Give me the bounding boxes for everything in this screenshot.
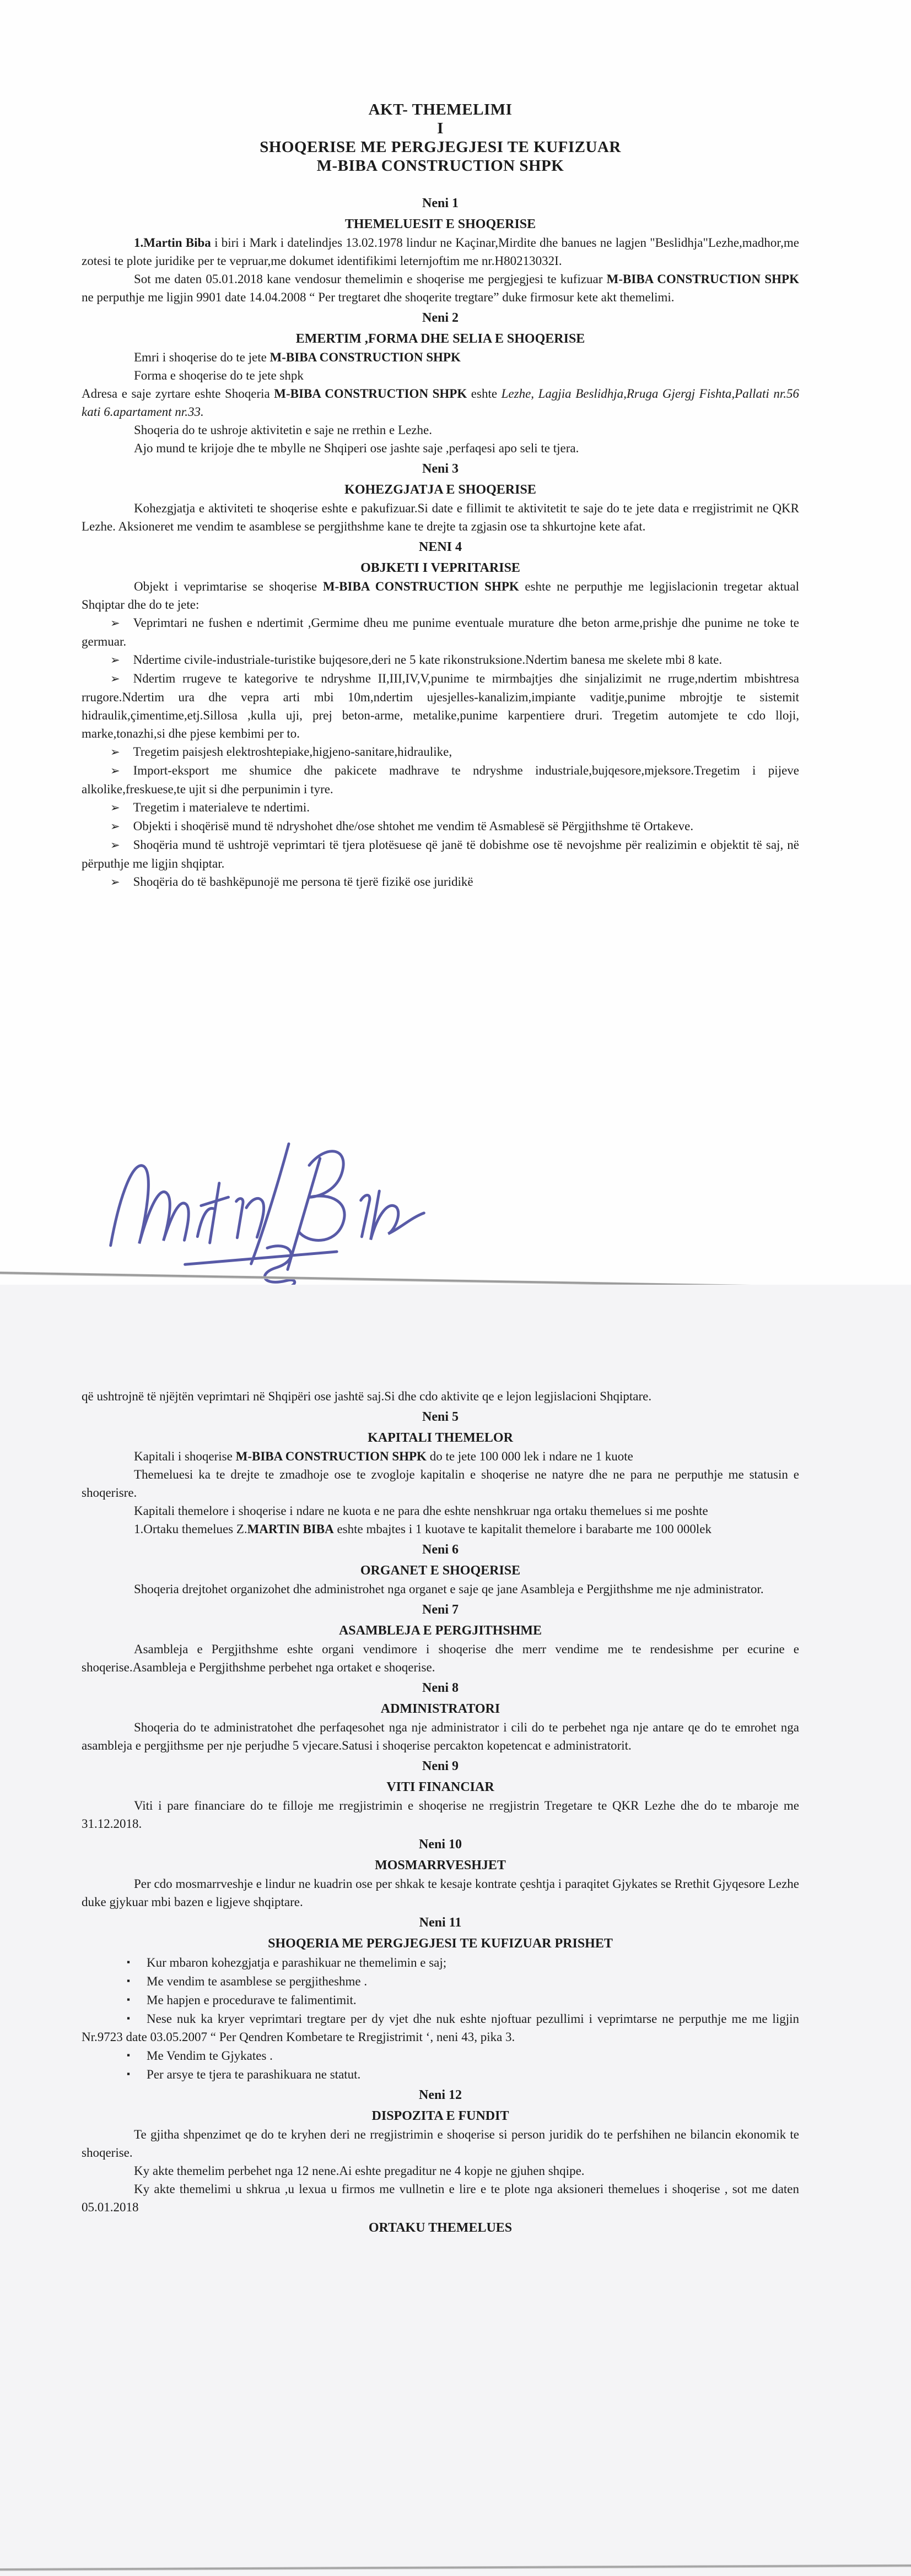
paragraph — [82, 499, 799, 535]
text-run: Neni 8 — [422, 1681, 459, 1695]
paragraph — [82, 1796, 799, 1833]
text-run: Emri i shoqerise do te jete — [134, 350, 270, 364]
text-run: AKT- THEMELIMI — [368, 101, 513, 118]
text-run: KAPITALI THEMELOR — [368, 1431, 513, 1445]
text-run: VITI FINANCIAR — [386, 1780, 494, 1794]
subheading-emertim — [82, 330, 799, 348]
list-item-square — [82, 1972, 799, 1990]
spacer — [82, 175, 799, 192]
text-run: eshte mbajtes i 1 kuotave te kapitalit themelore i barabarte me 100 000lek — [333, 1522, 711, 1536]
arrow-bullet-icon: ➢ — [110, 801, 120, 814]
text-run: Sot me daten 05.01.2018 kane vendosur themelimin e shoqerise me pergjegjesi te kufizuar — [134, 272, 607, 286]
paragraph — [82, 348, 799, 366]
text-run: Objekti i shoqërisë mund të ndryshohet dhe/ose shtohet me vendim të Asmablesë së Përgjithshme të Ortakeve. — [133, 819, 694, 833]
text-run: Ajo mund te krijoje dhe te mbylle ne Shqiperi ose jashte saje ,perfaqesi apo seli te tjera. — [134, 441, 579, 455]
text-run: Objekt i veprimtarise se shoqerise — [134, 580, 323, 593]
text-run: Kur mbaron kohezgjatja e parashikuar ne themelimin e saj; — [147, 1956, 447, 1969]
heading-neni-7 — [82, 1601, 799, 1619]
paragraph — [82, 421, 799, 439]
text-run: do te jete 100 000 lek i ndare ne 1 kuote — [426, 1449, 633, 1463]
subheading-ortaku-themelues — [82, 2219, 799, 2237]
text-run: Neni 3 — [422, 462, 459, 476]
list-item-arrow — [82, 817, 799, 836]
list-item-square — [82, 1990, 799, 2009]
text-run: Neni 12 — [419, 2088, 462, 2102]
text-run: EMERTIM ,FORMA DHE SELIA E SHOQERISE — [295, 332, 585, 346]
text-run: M-BIBA CONSTRUCTION SHPK — [316, 157, 564, 175]
square-bullet-icon: ▪ — [127, 1994, 131, 2005]
paragraph — [82, 2125, 799, 2162]
subheading-objekti — [82, 559, 799, 577]
paragraph — [82, 385, 799, 421]
text-run: Per arsye te tjera te parashikuara ne statut. — [147, 2068, 361, 2081]
page-1 — [0, 0, 911, 1285]
heading-neni-12 — [82, 2086, 799, 2104]
text-run: Me Vendim te Gjykates . — [147, 2049, 273, 2063]
subheading-administratori — [82, 1700, 799, 1718]
paragraph — [82, 577, 799, 614]
list-item-square — [82, 2065, 799, 2083]
text-run: M-BIBA CONSTRUCTION SHPK — [235, 1449, 427, 1463]
text-run: eshte — [467, 387, 502, 401]
text-run: Neni 6 — [422, 1543, 459, 1557]
paragraph — [82, 1640, 799, 1676]
paragraph — [82, 1465, 799, 1502]
paragraph — [82, 439, 799, 457]
doc-title-line — [82, 119, 799, 138]
text-run: Ndertime civile-industriale-turistike bujqesore,deri ne 5 kate rikonstruksione.Ndertim banesa me skelete mbi 8 kate. — [133, 653, 723, 667]
text-run: Themeluesi ka te drejte te zmadhoje ose te zvogloje kapitalin e shoqerise ne natyre dhe ne para ne perputhje me statusin e shoqerisre. — [82, 1468, 799, 1500]
heading-neni-11 — [82, 1914, 799, 1932]
arrow-bullet-icon: ➢ — [110, 764, 120, 777]
text-run: Neni 7 — [422, 1603, 459, 1617]
text-run: Ky akte themelim perbehet nga 12 nene.Ai eshte pregaditur ne 4 kopje ne gjuhen shqipe. — [134, 2164, 585, 2178]
list-item-arrow — [82, 761, 799, 798]
subheading-asambleja — [82, 1622, 799, 1640]
signature-martin-biba — [100, 1125, 489, 1290]
text-run: MOSMARRVESHJET — [375, 1858, 506, 1873]
text-run: 1.Martin Biba — [134, 236, 211, 250]
text-run: Import-eksport me shumice dhe pakicete madhrave te ndryshme industriale,bujqesore,mjeksore.Tregetim i pijeve alkolike,freskuese,te ujit si dhe perpunimin i tyre. — [82, 764, 799, 796]
paragraph — [82, 1875, 799, 1911]
square-bullet-icon: ▪ — [127, 2050, 131, 2060]
paragraph — [82, 2180, 799, 2216]
doc-title-line — [82, 100, 799, 119]
text-run: Asambleja e Pergjithshme eshte organi vendimore i shoqerise dhe merr vendime me te rendesishme per ecurine e shoqerise.Asambleja e Pergjithshme perbehet nga ortaket e shoqerise. — [82, 1642, 799, 1674]
text-run: Shoqeria drejtohet organizohet dhe administrohet nga organet e saje qe jane Asambleja e Pergjithshme me nje administrator. — [134, 1582, 764, 1596]
text-run: Tregetim i materialeve te ndertimi. — [133, 800, 310, 814]
text-run: Shoqëria do të bashkëpunojë me persona të tjerë fizikë ose juridikë — [133, 875, 473, 889]
paragraph — [82, 1502, 799, 1520]
paragraph — [82, 366, 799, 385]
text-run: M-BIBA CONSTRUCTION SHPK — [274, 387, 467, 401]
arrow-bullet-icon: ➢ — [110, 653, 120, 667]
paragraph — [82, 234, 799, 270]
page-1-content — [82, 0, 799, 891]
text-run: MARTIN BIBA — [247, 1522, 334, 1536]
subheading-viti-financiar — [82, 1778, 799, 1796]
text-run: Adresa e saje zyrtare eshte Shoqeria — [82, 387, 274, 401]
paragraph — [82, 1387, 799, 1405]
arrow-bullet-icon: ➢ — [110, 875, 120, 889]
text-run: Neni 1 — [422, 196, 459, 210]
text-run: KOHEZGJATJA E SHOQERISE — [344, 483, 536, 497]
text-run: Me hapjen e procedurave te falimentimit. — [147, 1993, 357, 2007]
text-run: THEMELUESIT E SHOQERISE — [344, 217, 536, 231]
list-item-arrow — [82, 873, 799, 891]
text-run: Neni 5 — [422, 1410, 459, 1424]
text-run: ORTAKU THEMELUES — [368, 2221, 513, 2235]
heading-neni-3 — [82, 460, 799, 478]
list-item-arrow — [82, 614, 799, 651]
square-bullet-icon: ▪ — [127, 1976, 131, 1986]
text-run: Shoqeria do te ushroje aktivitetin e saje ne rrethin e Lezhe. — [134, 423, 432, 437]
text-run: Neni 2 — [422, 311, 459, 325]
arrow-bullet-icon: ➢ — [110, 745, 120, 759]
text-run: Shoqëria mund të ushtrojë veprimtari të tjera plotësuese që janë të dobishme ose të nevojshme për realizimin e objektit të saj, në përputhje me ligjin shqiptar. — [82, 838, 799, 870]
text-run: 1.Ortaku themelues Z. — [134, 1522, 247, 1536]
heading-neni-6 — [82, 1541, 799, 1559]
text-run: OBJKETI I VEPRITARISE — [360, 561, 520, 575]
text-run: Kohezgjatja e aktiviteti te shoqerise eshte e pakufizuar.Si date e fillimit te aktivitetit te saje do te jete data e rregjistrimit ne QKR Lezhe. Aksioneret me vendim te asamblese se pergjithshme kane te drejte ta zgjasin ose ta shkurtojne kete afat. — [82, 501, 799, 533]
text-run: Viti i pare financiare do te filloje me rregjistrimin e shoqerise ne rregjistrin Tregetare te QKR Lezhe dhe do te mbaroje me 31.12.2018. — [82, 1799, 799, 1831]
heading-neni-4 — [82, 538, 799, 556]
paragraph — [82, 1520, 799, 1538]
text-run: NENI 4 — [418, 540, 462, 554]
text-run: Veprimtari ne fushen e ndertimit ,Germime dheu me punime eventuale murature dhe beton arme,prishje dhe punime ne toke te germuar. — [82, 616, 799, 648]
text-run: Ndertim rrugeve te kategorive te ndryshme II,III,IV,V,punime te mirmbajtjes dhe sinjalizimit ne rruge,ndertim mbishtresa rrugore.Ndertim ura dhe vepra arti mbi 10m,ndertim ujesjelles-kanalizim,impiante vaditje,punime mbrojtje te sistemit hidraulik,çimentime,etj.Sillosa ,kulla uji, prej beton-arme, metalike,punime karpentiere druri. Tregetim automjete te cdo lloji, marke,tonazhi,si dhe pjese kembimi per to. — [82, 672, 799, 740]
subheading-themeluesit — [82, 215, 799, 234]
subheading-prishet — [82, 1935, 799, 1953]
text-run: M-BIBA CONSTRUCTION SHPK — [322, 580, 519, 593]
text-run: I — [437, 120, 444, 137]
text-run: i biri i Mark i datelindjes 13.02.1978 lindur ne Kaçinar,Mirdite dhe banues ne lagjen "Beslidhja"Lezhe,madhor,me zotesi te plote juridike per te vepruar,me dokumet identifikimi leternjoftim me nr.H80213032I. — [82, 236, 799, 268]
text-run: M-BIBA CONSTRUCTION SHPK — [269, 350, 461, 364]
list-item-square — [82, 2009, 799, 2046]
arrow-bullet-icon: ➢ — [110, 820, 120, 833]
square-bullet-icon: ▪ — [127, 1957, 131, 1967]
paragraph — [82, 1447, 799, 1465]
text-run: Per cdo mosmarrveshje e lindur ne kuadrin ose per shkak te kesaje kontrate çeshtja i paraqitet Gjykates se Rrethit Gjyqesore Lezhe duke gjykuar mbi bazen e ligjeve shqiptare. — [82, 1877, 799, 1909]
text-run: Shoqeria do te administratohet dhe perfaqesohet nga nje administrator i cili do te perbehet nga nje antare qe do te emrohet nga asambleja e pergjithsme per nje perjudhe 5 vjecare.Satusi i shoqerise percakton kopetencat e administratorit. — [82, 1720, 799, 1752]
text-run: Nese nuk ka kryer veprimtari tregtare per dy vjet dhe nuk eshte njoftuar pezullimi i veprimtarse ne perputhje me me ligjin Nr.9723 date 03.05.2007 “ Per Qendren Kombetare te Rregjistrimit ‘, neni 43, pika 3. — [82, 2012, 799, 2044]
subheading-organet — [82, 1562, 799, 1580]
text-run: SHOQERIA ME PERGJEGJESI TE KUFIZUAR PRISHET — [268, 1936, 613, 1951]
text-run: Neni 9 — [422, 1759, 459, 1773]
page-2 — [0, 1285, 911, 2576]
page-2-content — [82, 1285, 799, 2237]
text-run: DISPOZITA E FUNDIT — [371, 2109, 509, 2123]
list-item-arrow — [82, 798, 799, 817]
arrow-bullet-icon: ➢ — [110, 616, 120, 630]
subheading-kapitali — [82, 1429, 799, 1447]
text-run: eshte ne perputhje me legjislacionin tregetar aktual Shqiptar dhe do te jete: — [82, 580, 800, 611]
text-run: Me vendim te asamblese se pergjitheshme . — [147, 1974, 368, 1988]
arrow-bullet-icon: ➢ — [110, 838, 120, 852]
paragraph — [82, 2162, 799, 2180]
text-run: që ushtrojnë të njëjtën veprimtari në Shqipëri ose jashtë saj.Si dhe cdo aktivite qe e lejon legjislacioni Shqiptare. — [82, 1389, 652, 1403]
square-bullet-icon: ▪ — [127, 2013, 131, 2023]
heading-neni-10 — [82, 1836, 799, 1854]
text-run: Ky akte themelimi u shkrua ,u lexua u firmos me vullnetin e lire e te plote nga aksioneri themelues i shoqerise , sot me daten 05.01.2018 — [82, 2182, 799, 2214]
text-run: ASAMBLEJA E PERGJITHSHME — [338, 1623, 542, 1638]
heading-neni-5 — [82, 1408, 799, 1426]
heading-neni-9 — [82, 1757, 799, 1776]
list-item-arrow — [82, 651, 799, 669]
heading-neni-8 — [82, 1679, 799, 1697]
text-run: Neni 11 — [419, 1915, 462, 1930]
text-run: ADMINISTRATORI — [380, 1702, 500, 1716]
arrow-bullet-icon: ➢ — [110, 672, 120, 685]
text-run: SHOQERISE ME PERGJEGJESI TE KUFIZUAR — [260, 138, 621, 156]
text-run: Lezhe, Lagjia Beslidhja,Rruga Gjergj Fishta,Pallati nr.56 kati 6.apartament nr.33. — [82, 387, 800, 419]
list-item-arrow — [82, 836, 799, 873]
subheading-dispozita — [82, 2107, 799, 2125]
list-item-square — [82, 1953, 799, 1972]
text-run: Tregetim paisjesh elektroshtepiake,higjeno-sanitare,hidraulike, — [133, 745, 452, 759]
square-bullet-icon: ▪ — [127, 2069, 131, 2079]
list-item-arrow — [82, 669, 799, 743]
text-run: Kapitali i shoqerise — [134, 1449, 236, 1463]
paragraph — [82, 270, 799, 306]
text-run: Neni 10 — [419, 1837, 462, 1852]
paragraph — [82, 1718, 799, 1755]
subheading-kohezgjatja — [82, 481, 799, 499]
list-item-arrow — [82, 743, 799, 761]
text-run: Forma e shoqerise do te jete shpk — [134, 369, 304, 382]
list-item-square — [82, 2046, 799, 2065]
text-run: ne perputhje me ligjin 9901 date 14.04.2008 “ Per tregtaret dhe shoqerite tregtare” duke firmosur kete akt themelimi. — [82, 290, 675, 304]
text-run: ORGANET E SHOQERISE — [360, 1563, 521, 1578]
doc-title-line — [82, 156, 799, 175]
subheading-mosmarrveshjet — [82, 1857, 799, 1875]
paragraph — [82, 1580, 799, 1598]
heading-neni-2 — [82, 309, 799, 327]
text-run: M-BIBA CONSTRUCTION SHPK — [606, 272, 799, 286]
doc-title-line — [82, 138, 799, 156]
text-run: Te gjitha shpenzimet qe do te kryhen deri ne rregjistrimin e shoqerise si person juridik do te perfshihen ne bilancin ekonomik te shoqerise. — [82, 2128, 799, 2160]
text-run: Kapitali themelore i shoqerise i ndare ne kuota e ne para dhe eshte nenshkruar nga ortaku themelues si me poshte — [134, 1504, 708, 1518]
heading-neni-1 — [82, 194, 799, 213]
